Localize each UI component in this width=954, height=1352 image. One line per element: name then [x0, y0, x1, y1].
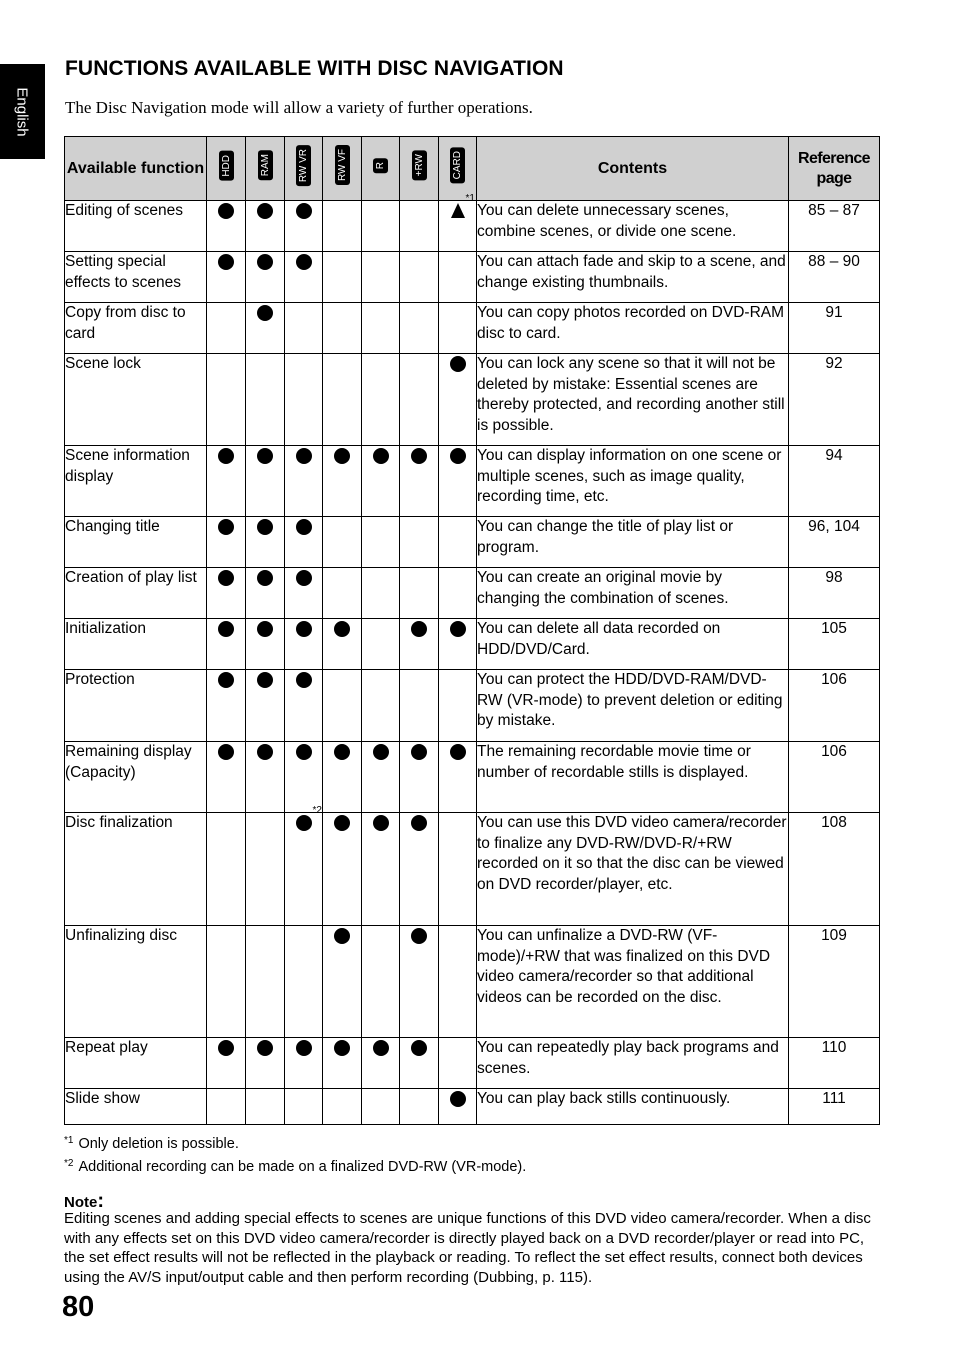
availability-cell [439, 926, 477, 1038]
header-media-card [439, 137, 477, 201]
availability-cell [362, 619, 400, 670]
availability-cell [323, 568, 362, 619]
filled-circle-icon [296, 448, 312, 464]
function-cell: Scene information display [65, 446, 207, 517]
filled-circle-icon [373, 1040, 389, 1056]
note-heading-text: Note [64, 1194, 98, 1211]
availability-cell [323, 619, 362, 670]
footnote-text: Only deletion is possible. [78, 1136, 239, 1152]
filled-circle-icon [373, 744, 389, 760]
availability-cell [362, 446, 400, 517]
header-media-rw-vr [285, 137, 323, 201]
availability-mark [296, 517, 312, 538]
table-body [65, 193, 880, 1125]
availability-cell [362, 354, 400, 446]
footnote [64, 1154, 526, 1177]
availability-cell [285, 517, 323, 568]
footnote [64, 1131, 526, 1154]
availability-cell [439, 193, 477, 252]
reference-page-cell: 110 [789, 1038, 880, 1089]
availability-cell [207, 1038, 246, 1089]
availability-cell [323, 926, 362, 1038]
availability-cell [285, 670, 323, 742]
availability-cell [362, 201, 400, 252]
availability-mark [257, 446, 273, 467]
reference-page-cell: 88 – 90 [789, 252, 880, 303]
availability-cell [400, 670, 439, 742]
availability-cell [439, 568, 477, 619]
availability-cell [439, 303, 477, 354]
table-row [65, 1089, 880, 1125]
contents-cell: You can copy photos recorded on DVD-RAM disc to card. [477, 303, 789, 354]
filled-circle-icon [296, 815, 312, 831]
availability-mark [373, 1038, 389, 1059]
availability-mark [411, 813, 427, 834]
header-media-rw-vf [323, 137, 362, 201]
note-body: Editing scenes and adding special effects to scenes are unique functions of this DVD video camera/recorder. When a disc with any effects set on this DVD video camera/recorder is directly played back on a DVD recorder/player or read into PC, the set effect results will not be reflected in the playback or reading. To reflect the set effect results, connect both devices using the AV/S input/output cable and then perform recording (Dubbing, p. 115). [64, 1210, 871, 1286]
contents-cell: You can lock any scene so that it will not be deleted by mistake: Essential scenes are thereby protected, and recording another still is possible. [477, 354, 789, 446]
availability-cell [285, 568, 323, 619]
availability-mark [257, 1038, 273, 1059]
availability-mark [296, 252, 312, 273]
filled-circle-icon [411, 815, 427, 831]
filled-circle-icon [450, 356, 466, 372]
availability-cell [285, 805, 323, 926]
availability-cell [362, 252, 400, 303]
reference-page-cell: 108 [789, 813, 880, 926]
filled-circle-icon [257, 672, 273, 688]
media-label: R [373, 158, 388, 173]
availability-cell [207, 926, 246, 1038]
availability-cell [285, 446, 323, 517]
contents-cell: You can repeatedly play back programs and scenes. [477, 1038, 789, 1089]
contents-cell: You can use this DVD video camera/recorder to finalize any DVD-RW/DVD-R/+RW recorded on it so that the disc can be viewed on DVD recorder/player, etc. [477, 813, 789, 926]
availability-mark [373, 813, 389, 834]
availability-cell [362, 517, 400, 568]
table-row [65, 1038, 880, 1089]
header-media-ram [246, 137, 285, 201]
availability-cell [246, 926, 285, 1038]
availability-cell [246, 1089, 285, 1125]
availability-mark [411, 1038, 427, 1059]
availability-cell [439, 670, 477, 742]
availability-mark [296, 446, 312, 467]
filled-circle-icon [257, 570, 273, 586]
availability-mark [296, 568, 312, 589]
availability-cell [400, 1038, 439, 1089]
media-label: CARD [450, 147, 465, 183]
footnote-reference: *1 [465, 193, 475, 204]
availability-mark [334, 926, 350, 947]
header-reference-page: Reference page [789, 137, 880, 201]
page-number: 80 [62, 1291, 95, 1323]
filled-circle-icon [296, 672, 312, 688]
contents-cell: You can display information on one scene or multiple scenes, such as image quality, recording time, etc. [477, 446, 789, 517]
table-row [65, 670, 880, 742]
contents-cell: You can delete unnecessary scenes, combine scenes, or divide one scene. [477, 201, 789, 252]
reference-page-cell: 96, 104 [789, 517, 880, 568]
table-row [65, 926, 880, 1038]
filled-circle-icon [257, 621, 273, 637]
availability-mark [450, 446, 466, 467]
filled-circle-icon [450, 1091, 466, 1107]
availability-cell [207, 201, 246, 252]
filled-circle-icon [296, 1040, 312, 1056]
availability-cell [207, 252, 246, 303]
availability-cell [323, 813, 362, 926]
availability-cell [323, 201, 362, 252]
reference-page-cell: 109 [789, 926, 880, 1038]
availability-mark [411, 742, 427, 763]
availability-mark [450, 354, 466, 375]
filled-circle-icon [411, 928, 427, 944]
filled-circle-icon [450, 448, 466, 464]
media-label: HDD [219, 151, 234, 181]
availability-cell [285, 926, 323, 1038]
filled-circle-icon [257, 1040, 273, 1056]
function-cell: Changing title [65, 517, 207, 568]
availability-cell [439, 517, 477, 568]
availability-mark [257, 303, 273, 324]
availability-mark [257, 201, 273, 222]
availability-cell [246, 619, 285, 670]
function-cell: Protection [65, 670, 207, 742]
availability-mark [257, 252, 273, 273]
availability-cell [285, 252, 323, 303]
availability-cell [285, 1089, 323, 1125]
availability-mark [218, 446, 234, 467]
header-contents: Contents [477, 137, 789, 201]
availability-cell [323, 303, 362, 354]
footnote-mark: *2 [64, 1158, 74, 1169]
filled-circle-icon [373, 815, 389, 831]
function-cell: Creation of play list [65, 568, 207, 619]
header-media-hdd [207, 137, 246, 201]
availability-cell [246, 517, 285, 568]
availability-cell [400, 446, 439, 517]
availability-cell [323, 517, 362, 568]
availability-cell [439, 252, 477, 303]
table-row [65, 568, 880, 619]
availability-cell [400, 201, 439, 252]
availability-cell [439, 446, 477, 517]
availability-cell [246, 303, 285, 354]
availability-cell [400, 619, 439, 670]
media-label: RW VF [335, 145, 350, 185]
function-cell: Editing of scenes [65, 201, 207, 252]
availability-mark [218, 619, 234, 640]
availability-cell [400, 252, 439, 303]
availability-cell [246, 446, 285, 517]
availability-mark [218, 568, 234, 589]
availability-cell [439, 813, 477, 926]
availability-cell [362, 1038, 400, 1089]
availability-mark [218, 1038, 234, 1059]
filled-circle-icon [334, 815, 350, 831]
footnote-text: Additional recording can be made on a finalized DVD-RW (VR-mode). [78, 1159, 527, 1175]
table-row [65, 742, 880, 813]
reference-page-cell: 106 [789, 670, 880, 742]
filled-circle-icon [218, 519, 234, 535]
table-header-row [65, 137, 880, 201]
filled-circle-icon [334, 621, 350, 637]
filled-circle-icon [257, 203, 273, 219]
availability-cell [323, 670, 362, 742]
availability-cell [285, 1038, 323, 1089]
availability-mark [334, 446, 350, 467]
contents-cell: The remaining recordable movie time or number of recordable stills is displayed. [477, 742, 789, 813]
filled-circle-icon [334, 744, 350, 760]
reference-page-cell: 98 [789, 568, 880, 619]
filled-circle-icon [296, 519, 312, 535]
availability-mark [296, 805, 322, 834]
contents-cell: You can attach fade and skip to a scene, and change existing thumbnails. [477, 252, 789, 303]
availability-cell [362, 1089, 400, 1125]
function-cell: Slide show [65, 1089, 207, 1125]
header-available-function: Available function [65, 137, 207, 201]
availability-cell [400, 742, 439, 813]
filled-circle-icon [257, 305, 273, 321]
filled-circle-icon [296, 570, 312, 586]
availability-cell [246, 201, 285, 252]
contents-cell: You can create an original movie by changing the combination of scenes. [477, 568, 789, 619]
availability-cell [207, 517, 246, 568]
filled-circle-icon [218, 621, 234, 637]
availability-mark [296, 201, 312, 222]
reference-page-cell: 91 [789, 303, 880, 354]
availability-cell [207, 303, 246, 354]
availability-cell [362, 568, 400, 619]
availability-cell [323, 354, 362, 446]
header-media-plus-rw [400, 137, 439, 201]
availability-cell [207, 619, 246, 670]
table-row [65, 303, 880, 354]
function-cell: Remaining display (Capacity) [65, 742, 207, 813]
table-row [65, 517, 880, 568]
availability-cell [246, 252, 285, 303]
function-cell: Initialization [65, 619, 207, 670]
availability-cell [439, 1038, 477, 1089]
availability-mark [257, 517, 273, 538]
function-cell: Copy from disc to card [65, 303, 207, 354]
availability-cell [400, 354, 439, 446]
availability-mark [334, 1038, 350, 1059]
table-row [65, 252, 880, 303]
availability-mark [450, 742, 466, 763]
availability-cell [439, 354, 477, 446]
availability-cell [207, 446, 246, 517]
availability-cell [439, 742, 477, 813]
header-media-r [362, 137, 400, 201]
filled-circle-icon [218, 744, 234, 760]
availability-cell [400, 517, 439, 568]
availability-cell [246, 1038, 285, 1089]
availability-mark [296, 619, 312, 640]
availability-mark [218, 517, 234, 538]
filled-circle-icon [450, 744, 466, 760]
availability-cell [246, 354, 285, 446]
filled-circle-icon [296, 744, 312, 760]
availability-mark [257, 619, 273, 640]
availability-cell [323, 1038, 362, 1089]
availability-cell [285, 742, 323, 813]
filled-circle-icon [257, 744, 273, 760]
filled-circle-icon [450, 621, 466, 637]
availability-mark [257, 568, 273, 589]
availability-mark [373, 446, 389, 467]
reference-page-cell: 111 [789, 1089, 880, 1125]
language-tab-label: English [13, 87, 31, 137]
note-heading-colon: : [97, 1190, 105, 1212]
availability-mark [218, 742, 234, 763]
contents-cell: You can change the title of play list or program. [477, 517, 789, 568]
availability-mark [296, 742, 312, 763]
function-cell: Unfinalizing disc [65, 926, 207, 1038]
media-label: RAM [258, 150, 273, 180]
filled-circle-icon [296, 203, 312, 219]
intro-text: The Disc Navigation mode will allow a variety of further operations. [65, 98, 533, 117]
availability-mark [334, 813, 350, 834]
availability-cell [439, 1089, 477, 1125]
availability-mark [296, 1038, 312, 1059]
filled-circle-icon [411, 744, 427, 760]
language-tab [0, 64, 45, 159]
reference-page-cell: 106 [789, 742, 880, 813]
availability-cell [439, 619, 477, 670]
availability-mark [334, 619, 350, 640]
availability-mark [257, 670, 273, 691]
filled-circle-icon [334, 1040, 350, 1056]
table-row [65, 619, 880, 670]
availability-mark [411, 926, 427, 947]
filled-circle-icon [373, 448, 389, 464]
reference-page-cell: 92 [789, 354, 880, 446]
availability-cell [400, 1089, 439, 1125]
availability-cell [207, 1089, 246, 1125]
table-row [65, 201, 880, 252]
availability-cell [323, 446, 362, 517]
filled-circle-icon [334, 928, 350, 944]
availability-cell [207, 354, 246, 446]
availability-mark [257, 742, 273, 763]
availability-mark [411, 446, 427, 467]
filled-circle-icon [257, 519, 273, 535]
footnotes [64, 1131, 526, 1177]
availability-cell [400, 813, 439, 926]
availability-cell [285, 619, 323, 670]
filled-circle-icon [411, 448, 427, 464]
availability-cell [246, 813, 285, 926]
filled-circle-icon [218, 448, 234, 464]
availability-cell [285, 201, 323, 252]
availability-mark [296, 670, 312, 691]
availability-cell [285, 303, 323, 354]
availability-cell [362, 926, 400, 1038]
contents-cell: You can protect the HDD/DVD-RAM/DVD-RW (VR-mode) to prevent deletion or editing by mistake. [477, 670, 789, 742]
availability-cell [246, 742, 285, 813]
availability-mark [450, 1089, 466, 1110]
contents-cell: You can unfinalize a DVD-RW (VF-mode)/+RW that was finalized on this DVD video camera/recorder so that additional videos can be recorded on the disc. [477, 926, 789, 1038]
function-cell: Disc finalization [65, 813, 207, 926]
filled-circle-icon [257, 448, 273, 464]
filled-circle-icon [218, 570, 234, 586]
availability-cell [362, 742, 400, 813]
filled-circle-icon [411, 1040, 427, 1056]
availability-cell [362, 303, 400, 354]
filled-circle-icon [334, 448, 350, 464]
availability-cell [323, 1089, 362, 1125]
functions-table [64, 136, 880, 1125]
availability-cell [207, 742, 246, 813]
availability-mark [451, 193, 475, 222]
filled-circle-icon [218, 1040, 234, 1056]
contents-cell: You can play back stills continuously. [477, 1089, 789, 1125]
availability-cell [246, 568, 285, 619]
availability-mark [411, 619, 427, 640]
availability-cell [362, 670, 400, 742]
availability-mark [218, 670, 234, 691]
availability-cell [400, 926, 439, 1038]
page-title: FUNCTIONS AVAILABLE WITH DISC NAVIGATION [65, 57, 564, 80]
filled-circle-icon [411, 621, 427, 637]
availability-mark [334, 742, 350, 763]
media-label: RW VR [296, 145, 311, 186]
filled-circle-icon [296, 621, 312, 637]
filled-circle-icon [296, 254, 312, 270]
table-row [65, 354, 880, 446]
availability-cell [400, 303, 439, 354]
function-cell: Setting special effects to scenes [65, 252, 207, 303]
reference-page-cell: 94 [789, 446, 880, 517]
table-row [65, 446, 880, 517]
availability-cell [207, 670, 246, 742]
filled-circle-icon [218, 672, 234, 688]
availability-cell [207, 568, 246, 619]
triangle-icon [451, 203, 465, 218]
reference-page-cell: 85 – 87 [789, 201, 880, 252]
function-cell: Scene lock [65, 354, 207, 446]
availability-cell [323, 252, 362, 303]
filled-circle-icon [218, 254, 234, 270]
availability-cell [400, 568, 439, 619]
availability-mark [450, 619, 466, 640]
reference-page-cell: 105 [789, 619, 880, 670]
availability-cell [285, 354, 323, 446]
availability-mark [218, 252, 234, 273]
table-row [65, 813, 880, 926]
availability-cell [362, 813, 400, 926]
availability-mark [218, 201, 234, 222]
footnote-mark: *1 [64, 1135, 74, 1146]
availability-cell [246, 670, 285, 742]
availability-mark [373, 742, 389, 763]
footnote-reference: *2 [312, 805, 322, 816]
filled-circle-icon [218, 203, 234, 219]
availability-cell [207, 813, 246, 926]
contents-cell: You can delete all data recorded on HDD/DVD/Card. [477, 619, 789, 670]
filled-circle-icon [257, 254, 273, 270]
media-label: +RW [412, 150, 427, 180]
function-cell: Repeat play [65, 1038, 207, 1089]
availability-cell [323, 742, 362, 813]
